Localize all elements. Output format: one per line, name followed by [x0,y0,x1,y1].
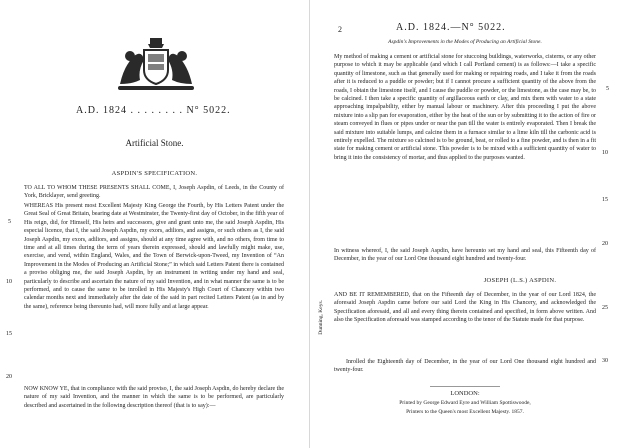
line-number: 25 [602,305,608,311]
inrolled-paragraph: Inrolled the Eighteenth day of December, in the year of our Lord One thousand eight hundred and twenty-four. [334,359,596,374]
side-label: Dunning, Keys. [318,300,324,335]
line-number: 15 [602,197,608,203]
line-number: 20 [602,241,608,247]
greeting-paragraph: TO ALL TO WHOM THESE PRESENTS SHALL COME, I, Joseph Aspdin, of Leeds, in the County of York, Bricklayer, send greeting. [24,185,284,200]
document-title: Artificial Stone. [125,138,184,148]
line-number: 5 [8,219,11,225]
page-header: A.D. 1824.—N° 5022. [396,22,506,33]
page-header: A.D. 1824 . . . . . . . . N° 5022. [76,105,231,116]
line-number: 15 [6,331,12,337]
method-paragraph: My method of making a cement or artificial stone for stuccoing buildings, waterworks, cisterns, or any other purpose to which it may be applicable (and which I call Portland cement) is as follows:—I take a specific quantity of limestone, such as that generally used for making or repairing roads, and I take it from the roads after it is reduced to a puddle or powder; but if I cannot procure a sufficient quantity of the above from the roads, I obtain the limestone itself, and I cause the puddle or powder, or the limestone, as the case may be, to be calcined. I then take a specific quantity of argillaceous earth or clay, and mix them with water to a state approaching impalpability, either by manual labour or machinery. After this proceeding I put the above mixture into a slip pan for evaporation, either by the heat of the sun or by submitting it to the action of fire or steam conveyed in flues or pipes under or near the pan till the water is entirely evaporated. Then I break the said mixture into suitable lumps, and calcine them in a furnace similar to a lime kiln till the carbonic acid is entirely expelled. The mixture so calcined is to be ground, beat, or rolled to a fine powder, and is then in a fit state for making cement or artificial stone. This powder is to be mixed with a sufficient quantity of water to bring it into the consistency of mortar, and thus applied to the purposes wanted. [334,54,596,161]
line-number: 5 [606,86,609,92]
signature: JOSEPH (L.S.) ASPDIN. [483,277,557,284]
right-page [310,0,620,448]
line-number: 10 [6,279,12,285]
footer-city: LONDON: [450,390,480,397]
remembered-paragraph: AND BE IT REMEMBERED, that on the Fifteenth day of December, in the year of our Lord 1824, the aforesaid Joseph Aspdin came before our said Lord the King in His Chancery, and acknowledged the Specification aforesaid, and all and every thing therein contained and specified, in form above written. And also the Specification aforesaid was stamped according to the tenor of the Statute made for that purpose. [334,292,596,324]
line-number: 10 [602,150,608,156]
printer-line-2: Printers to the Queen's most Excellent Majesty. 1857. [406,409,524,415]
royal-coat-of-arms-icon [108,36,204,92]
divider [430,386,500,387]
witness-paragraph: In witness whereof, I, the said Joseph Aspdin, have hereunto set my hand and seal, this Fifteenth day of December, in the year of our Lord One thousand eight hundred and twenty-four. [334,248,596,263]
page-number: 2 [338,25,342,34]
printer-line: Printed by George Edward Eyre and William Spottiswoode, [399,400,531,406]
line-number: 30 [602,358,608,364]
specification-title: ASPDIN'S SPECIFICATION. [111,170,198,177]
running-title: Aspdin's Improvements in the Modes of Producing an Artificial Stone. [388,39,542,45]
know-ye-paragraph: NOW KNOW YE, that in compliance with the said proviso, I, the said Joseph Aspdin, do hereby declare the nature of my said Invention, and the manner in which the same is to be performed, are particularly described and ascertained in the following description thereof (that is to say):— [24,386,284,409]
left-page [0,0,309,448]
line-number: 20 [6,374,12,380]
whereas-paragraph: WHEREAS His present most Excellent Majesty King George the Fourth, by His Letters Patent under the Great Seal of Great Britain, bearing date at Westminster, the Twenty-first day of October, in the fifth year of His reign, did, for Himself, His heirs and successors, give and grant unto me, the said Joseph Aspdin, His especial licence, that I, the said Joseph Aspdin, my exors, adiliors, and assigns, or such others as I, the said Joseph Aspdin, my exors, adiliors, and assigns, should at any time agree with, and no others, from time to time and at all times during the term of years therein expressed, should and lawfully might make, use, exercise, and vend, within England, Wales, and the Town of Berwick-upon-Tweed, my Invention of “An Improvement in the Modes of Producing an Artificial Stone;” in which said Letters Patent there is contained a proviso obliging me, the said Joseph Aspdin, by an instrument in writing under my hand and seal, particularly to describe and ascertain the nature of my said Invention, and in what manner the same is to be performed, and to cause the same to be inrolled in His Majesty's High Court of Chancery within two calendar months next and immediately after the date of the said in part recited Letters Patent (as in and by the same), reference being thereunto had, will more fully and at large appear. [24,203,284,310]
